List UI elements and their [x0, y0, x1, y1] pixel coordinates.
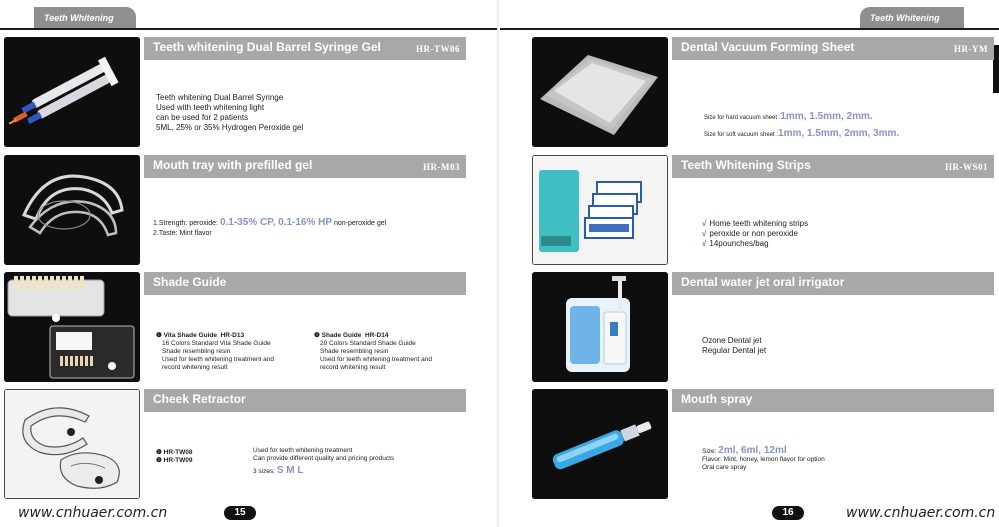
- mouth-tray-photo: [4, 155, 140, 265]
- desc-line: 5ML, 25% or 35% Hydrogen Peroxide gel: [156, 123, 304, 132]
- desc-line: peroxide or non peroxide: [709, 229, 798, 238]
- retractor-description: [253, 447, 394, 476]
- mouth-tray-image: [4, 155, 140, 265]
- product-title: Teeth whitening Dual Barrel Syringe Gel: [153, 40, 381, 54]
- product-description: [702, 336, 766, 356]
- size-label: Size:: [702, 448, 717, 455]
- retractor-code: ❷ HR-TW09: [156, 457, 193, 464]
- marker-1: ❶: [156, 332, 162, 339]
- size-value: 2ml, 6ml, 12ml: [718, 445, 787, 456]
- shade-col-2-heading: [314, 332, 432, 340]
- hard-label: Size for hard vacuum sheet :: [704, 115, 781, 121]
- page-number: 16: [772, 506, 804, 520]
- desc-line: Shade resembling resin: [320, 348, 389, 355]
- title-bar: [672, 389, 994, 412]
- soft-value: 1mm, 1.5mm, 2mm, 3mm.: [778, 128, 900, 139]
- shade-guide-photo: [4, 272, 140, 382]
- desc-line: Flavor: Mint, honey, lemon flavor for option: [702, 456, 825, 463]
- sizes-value: S M L: [276, 465, 304, 476]
- shade-code: HR-D13: [220, 332, 245, 339]
- check-icon: √: [702, 229, 707, 238]
- whitening-strips-image: [533, 156, 667, 264]
- desc-line: 14pounches/bag: [709, 239, 769, 248]
- product-title: Mouth spray: [681, 392, 753, 406]
- strength-suffix: non-peroxide gel: [334, 220, 387, 227]
- sizes-label: 3 sizes:: [253, 468, 276, 475]
- size-line: [702, 447, 825, 456]
- desc-line: Can provide different quality and pricing products: [253, 455, 395, 462]
- desc-line: Teeth whitening Dual Barrel Syringe: [156, 93, 284, 102]
- water-jet-image: [532, 272, 668, 382]
- strip-line: [702, 239, 808, 249]
- strength-line: [153, 218, 386, 229]
- title-bar: [144, 272, 466, 295]
- desc-line: 16 Colors Standard Vita Shade Guide: [162, 340, 271, 347]
- desc-line: Used for teeth whitening treatment: [253, 447, 353, 454]
- retractor-code: ❶ HR-TW08: [156, 449, 193, 456]
- check-icon: √: [702, 239, 707, 248]
- page-number: 15: [224, 506, 256, 520]
- product-code: HR-M03: [423, 162, 460, 172]
- cheek-retractor-image: [5, 390, 139, 498]
- desc-line: Shade resembling resin: [162, 348, 231, 355]
- product-description: [702, 219, 808, 249]
- left-page: [0, 0, 499, 527]
- title-bar: [144, 37, 466, 60]
- vacuum-sheet-photo: [532, 37, 668, 147]
- product-code: HR-TW06: [416, 44, 460, 54]
- desc-line: Ozone Dental jet: [702, 336, 762, 345]
- product-description: [153, 218, 386, 239]
- hard-size-line: [704, 109, 899, 126]
- product-title: Teeth Whitening Strips: [681, 158, 811, 172]
- title-bar: [672, 272, 994, 295]
- soft-size-line: [704, 126, 899, 143]
- strength-prefix: 1.Strength: peroxide:: [153, 220, 218, 227]
- series-tab: Teeth Whitening: [860, 7, 964, 29]
- cheek-retractor-photo: [4, 389, 140, 499]
- desc-line: Used with teeth whitening light: [156, 103, 265, 112]
- shade-name: Vita Shade Guide: [163, 332, 217, 339]
- desc-line: can be used for 2 patients: [156, 113, 249, 122]
- title-bar: [144, 389, 466, 412]
- vacuum-sheet-image: [532, 37, 668, 147]
- water-jet-photo: [532, 272, 668, 382]
- top-rule: [500, 28, 999, 30]
- taste-line: 2.Taste: Mint flavor: [153, 230, 212, 237]
- product-syringe-gel: [4, 37, 474, 149]
- mouth-spray-photo: [532, 389, 668, 499]
- product-title: Dental water jet oral irrigator: [681, 275, 845, 289]
- soft-label: Size for soft vacuum sheet :: [704, 132, 779, 138]
- product-mouth-tray: [4, 155, 474, 267]
- strip-line: [702, 229, 808, 239]
- desc-line: record whitening result: [162, 364, 228, 371]
- title-bar: [672, 37, 994, 60]
- footer-url[interactable]: www.cnhuaer.com.cn: [846, 505, 996, 521]
- product-shade-guide: [4, 272, 474, 384]
- product-title: Dental Vacuum Forming Sheet: [681, 40, 855, 54]
- shade-col-1-heading: [156, 332, 274, 340]
- desc-line: 20 Colors Standard Shade Guide: [320, 340, 416, 347]
- footer-url[interactable]: www.cnhuaer.com.cn: [18, 505, 168, 521]
- product-whitening-strips: [532, 155, 999, 267]
- product-water-jet: [532, 272, 999, 384]
- strip-line: [702, 219, 808, 229]
- product-description: [704, 109, 899, 143]
- product-code: HR-YM: [954, 44, 988, 54]
- product-vacuum-sheet: [532, 37, 999, 149]
- shade-col-2: [314, 332, 432, 372]
- desc-line: Regular Dental jet: [702, 346, 767, 355]
- sizes-line: [253, 467, 394, 476]
- hard-value: 1mm, 1.5mm, 2mm.: [780, 111, 873, 122]
- product-code: HR-WS01: [944, 162, 988, 172]
- strength-value: 0.1-35% CP, 0.1-16% HP: [219, 217, 333, 228]
- desc-line: Home teeth whitening strips: [709, 219, 809, 228]
- syringe-photo: [4, 37, 140, 147]
- product-cheek-retractor: [4, 389, 474, 501]
- desc-line: record whitening result: [320, 364, 386, 371]
- whitening-strips-photo: [532, 155, 668, 265]
- shade-code: HR-D14: [365, 332, 389, 339]
- title-bar: [672, 155, 994, 178]
- desc-line: Used for teeth whitening treatment and: [320, 356, 433, 363]
- shade-col-1: [156, 332, 274, 372]
- desc-line: Oral care spray: [702, 464, 747, 471]
- check-icon: √: [702, 219, 707, 228]
- mouth-spray-image: [532, 389, 668, 499]
- product-title: Shade Guide: [153, 275, 227, 289]
- product-mouth-spray: [532, 389, 999, 501]
- marker-2: ❷: [314, 332, 320, 339]
- right-page: [500, 0, 999, 527]
- product-title: Cheek Retractor: [153, 392, 246, 406]
- shade-guide-image: [4, 272, 140, 382]
- syringe-image: [4, 37, 140, 147]
- top-rule: [0, 28, 499, 30]
- product-description: [156, 93, 303, 133]
- product-title: Mouth tray with prefilled gel: [153, 158, 313, 172]
- series-tab: Teeth Whitening: [34, 7, 136, 29]
- retractor-codes: [156, 449, 193, 465]
- desc-line: Used for teeth whitening treatment and: [162, 356, 275, 363]
- shade-name: Shade Guide: [321, 332, 362, 339]
- title-bar: [144, 155, 466, 178]
- product-description: [702, 447, 825, 472]
